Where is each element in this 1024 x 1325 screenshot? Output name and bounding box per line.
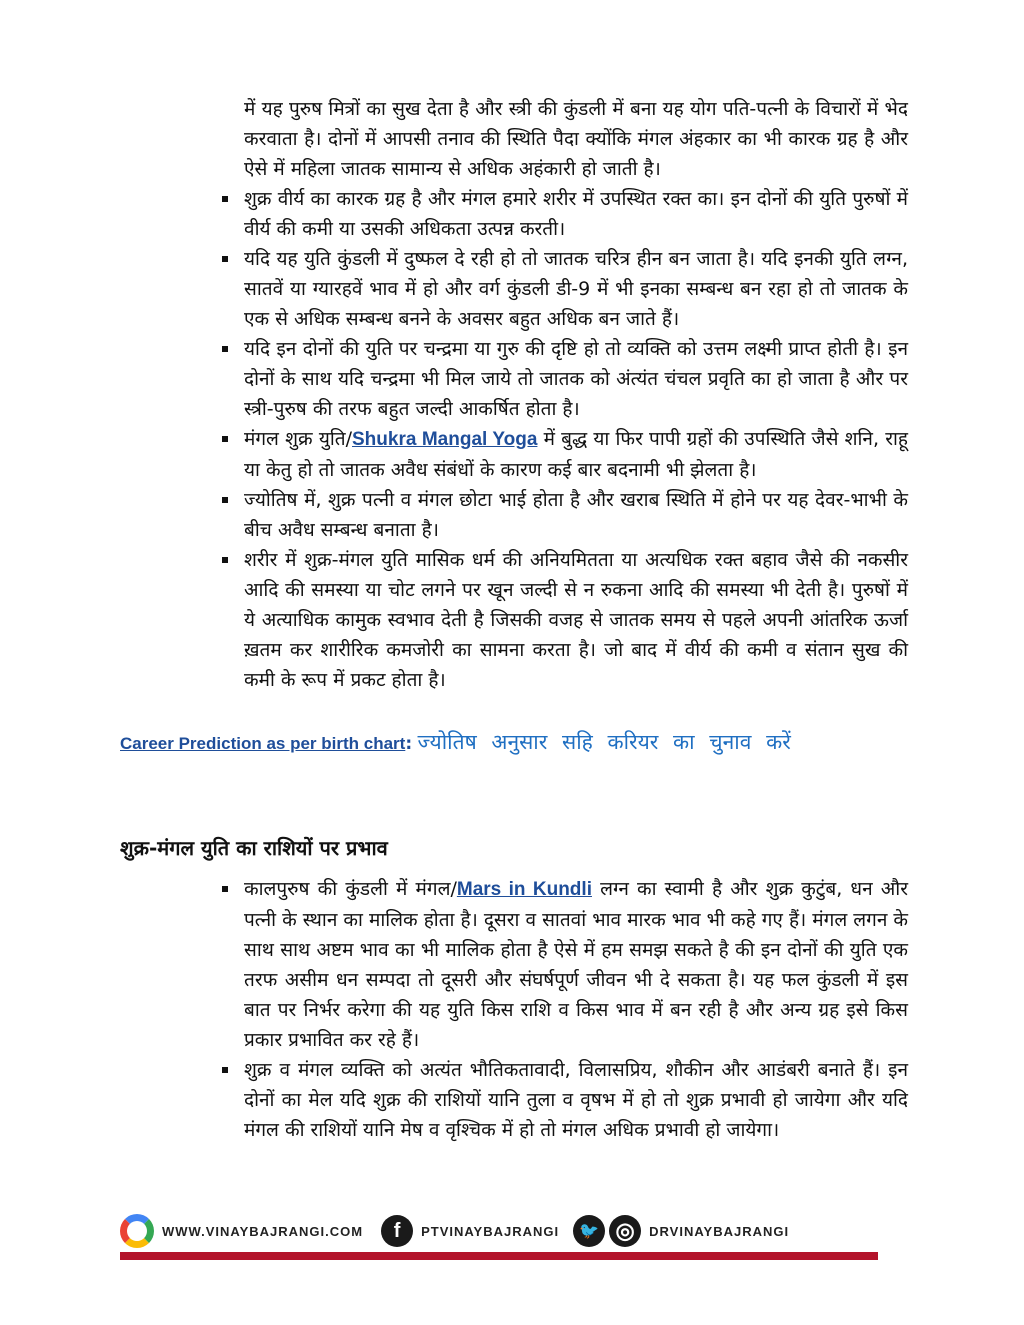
- inline-link[interactable]: Mars in Kundli: [456, 879, 592, 900]
- bullet-text-post: में बुद्ध या फिर पापी ग्रहों की उपस्थिति जैसे शनि, राहू या केतु हो तो जातक अवैध संबंधों के कारण कई बार बदनामी भी झेलता है।: [244, 428, 908, 481]
- bullet-icon: [222, 196, 228, 202]
- bullet-item: [222, 424, 908, 485]
- bullet-item: [222, 244, 908, 334]
- career-colon: :: [405, 734, 413, 754]
- footer-banner: [120, 1212, 878, 1272]
- bullet-text-post: लग्न का स्वामी है और शुक्र कुटुंब, धन और पत्नी के स्थान का मालिक होता है। दूसरा व सातवां भाव मारक भाव भी कहे गए हैं। मंगल लगन के साथ साथ अष्टम भाव का भी मालिक होता है ऐसे में हम समझ सकते है की इन दोनों की युति एक तरफ असीम धन सम्पदा तो दूसरी और संघर्षपूर्ण जीवन भी दे सकता है। यह फल कुंडली में इस बात पर निर्भर करेगा की यह युति किस राशि व किस भाव में बन रही है और अन्य ग्रह इसे किस प्रकार प्रभावित कर रहे हैं।: [244, 878, 909, 1051]
- twitter-icon: 🐦: [573, 1215, 605, 1247]
- bullet-text: शरीर में शुक्र-मंगल युति मासिक धर्म की अनियमितता या अत्यधिक रक्त बहाव जैसे की नकसीर आदि की समस्या या चोट लगने पर खून जल्दी से न रुकना आदि की समस्या भी देती है। पुरुषों में ये अत्याधिक कामुक स्वभाव देती है जिसकी वजह से जातक समय से पहले अपनी आंतरिक ऊर्जा ख़तम कर शारीरिक कमजोरी का सामना करता है। जो बाद में वीर्य की कमी व संतान सुख की कमी के रूप में प्रकट होता है।: [244, 549, 908, 691]
- bullet-item: [222, 184, 908, 244]
- bullet-text: ज्योतिष में, शुक्र पत्नी व मंगल छोटा भाई होता है और खराब स्थिति में होने पर यह देवर-भाभी के बीच अवैध सम्बन्ध बनाता है।: [244, 489, 908, 541]
- footer-red-bar: [120, 1252, 878, 1260]
- bullet-icon: [222, 256, 228, 262]
- bullet-icon: [222, 436, 228, 442]
- inline-link[interactable]: Shukra Mangal Yoga: [352, 429, 538, 450]
- career-prediction-link[interactable]: Career Prediction as per birth chart: [120, 734, 406, 753]
- bullet-icon: [222, 1067, 228, 1073]
- bullet-text: यदि यह युति कुंडली में दुष्फल दे रही हो तो जातक चरित्र हीन बन जाता है। यदि इनकी युति लग्न, सातवें या ग्यारहवें भाव में हो और वर्ग कुंडली डी-9 में भी इनका सम्बन्ध बन रहा हो तो जातक के एक से अधिक सम्बन्ध बनने के अवसर बहुत अधिक बन जाते हैं।: [244, 248, 908, 330]
- bullet-icon: [222, 886, 228, 892]
- career-hindi-title: ज्योतिष अनुसार सहि करियर का चुनाव करें: [417, 730, 791, 754]
- bullet-item: [222, 485, 908, 545]
- bullet-icon: [222, 557, 228, 563]
- continuation-paragraph: में यह पुरुष मित्रों का सुख देता है और स्त्री की कुंडली में बना यह योग पति-पत्नी के विचारों में भेद करवाता है। दोनों में आपसी तनाव की स्थिति पैदा क्योंकि मंगल अंहकार का भी कारक ग्रह है और ऐसे में महिला जातक सामान्य से अधिक अहंकारी हो जाती है।: [244, 98, 908, 180]
- google-icon: [120, 1214, 154, 1248]
- bullet-icon: [222, 497, 228, 503]
- bullet-list-effects: [222, 184, 908, 695]
- bullet-item: [222, 545, 908, 695]
- bullet-text: शुक्र व मंगल व्यक्ति को अत्यंत भौतिकतावादी, विलासप्रिय, शौकीन और आडंबरी बनाते हैं। इन दोनों का मेल यदि शुक्र की राशियों यानि तुला व वृषभ में हो तो शुक्र प्रभावी हो जायेगा और यदि मंगल की राशियों यानि मेष व वृश्चिक में हो तो मंगल अधिक प्रभावी हो जायेगा।: [244, 1059, 908, 1141]
- bullet-text: यदि इन दोनों की युति पर चन्द्रमा या गुरु की दृष्टि हो तो व्यक्ति को उत्तम लक्ष्मी प्राप्त होती है। इन दोनों के साथ यदि चन्द्रमा भी मिल जाये तो जातक को अंत्यंत चंचल प्रवृति का हो जाता है और पर स्त्री-पुरुष की तरफ बहुत जल्दी आकर्षित होता है।: [244, 338, 908, 420]
- footer-facebook[interactable]: PTVINAYBAJRANGI: [421, 1223, 560, 1239]
- bullet-item: [222, 334, 908, 424]
- section-heading: शुक्र-मंगल युति का राशियों पर प्रभाव: [120, 836, 388, 860]
- facebook-icon: f: [381, 1215, 413, 1247]
- bullet-item: [222, 1055, 908, 1145]
- bullet-text-pre: मंगल शुक्र युति/: [244, 428, 352, 450]
- bullet-text-pre: कालपुरुष की कुंडली में मंगल/: [244, 878, 457, 900]
- career-line: [120, 728, 791, 756]
- footer-social-handle[interactable]: DRVINAYBAJRANGI: [649, 1223, 790, 1239]
- bullet-icon: [222, 346, 228, 352]
- instagram-icon: ◎: [609, 1215, 641, 1247]
- bullet-item: [222, 874, 908, 1055]
- bullet-text: शुक्र वीर्य का कारक ग्रह है और मंगल हमारे शरीर में उपस्थित रक्त का। इन दोनों की युति पुरुषों में वीर्य की कमी या उसकी अधिकता उत्पन्न करती।: [244, 188, 908, 240]
- footer-website[interactable]: WWW.VINAYBAJRANGI.COM: [162, 1223, 364, 1239]
- bullet-list-rashi: [222, 874, 908, 1145]
